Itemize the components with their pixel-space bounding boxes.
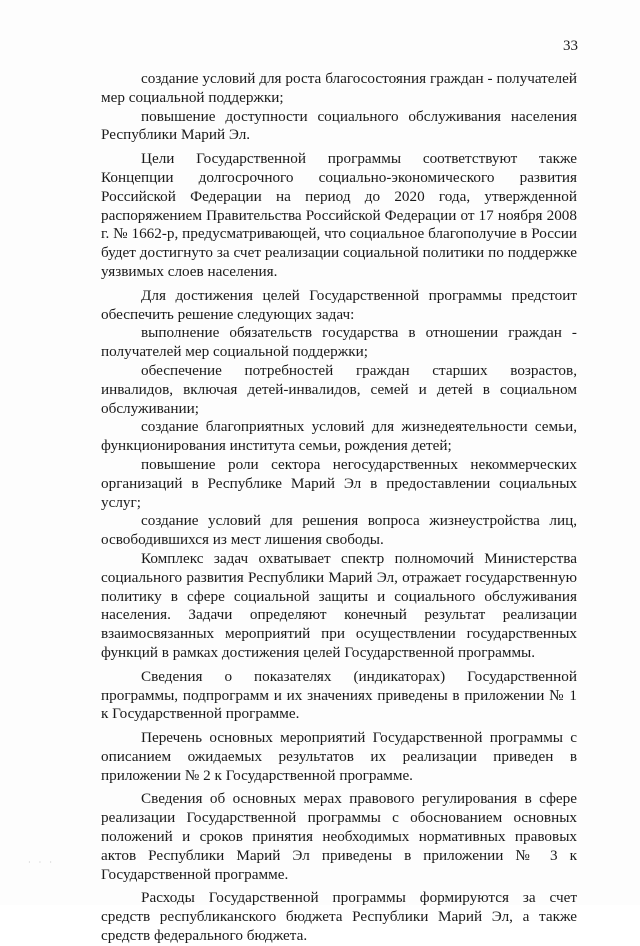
paragraph: Для достижения целей Государственной программы предстоит обеспечить решение следующих задач: xyxy=(101,286,577,323)
scan-artifact: · · · xyxy=(28,858,55,867)
paragraph: обеспечение потребностей граждан старших возрастов, инвалидов, включая детей-инвалидов, семей и детей в социальном обслуживании; xyxy=(101,361,577,417)
paragraph: повышение роли сектора негосударственных некоммерческих организаций в Республике Марий Эл в предоставлении социальных услуг; xyxy=(101,455,577,511)
paragraph: выполнение обязательств государства в отношении граждан - получателей мер социальной поддержки; xyxy=(101,324,577,361)
paragraph: создание условий для роста благосостояния граждан - получателей мер социальной поддержки; xyxy=(101,70,577,106)
paragraph: создание благоприятных условий для жизнедеятельности семьи, функционирования института семьи, рождения детей; xyxy=(101,418,577,455)
page-number: 33 xyxy=(563,38,578,54)
paragraph: Расходы Государственной программы формируются за счет средств республиканского бюджета Республики Марий Эл, а также средств федерального бюджета. xyxy=(101,889,577,945)
paragraph: Сведения об основных мерах правового регулирования в сфере реализации Государственной программы с обоснованием основных положений и сроков принятия необходимых нормативных правовых актов Республики Марий Эл приведены в приложении № 3 к Государственной программе. xyxy=(101,790,577,883)
paragraph: Сведения о показателях (индикаторах) Государственной программы, подпрограмм и их значениях приведены в приложении № 1 к Государственной программе. xyxy=(101,667,577,723)
paragraph: повышение доступности социального обслуживания населения Республики Марий Эл. xyxy=(101,107,577,144)
document-body xyxy=(101,70,577,946)
paragraph: Цели Государственной программы соответствуют также Концепции долгосрочного социально-экономического развития Российской Федерации на период до 2020 года, утвержденной распоряжением Правительства Российской Федерации от 17 ноября 2008 г. № 1662-р, предусматривающей, что социальное благополучие в России будет достигнуто за счет реализации социальной политики по поддержке уязвимых слоев населения. xyxy=(101,150,577,280)
paragraph: Комплекс задач охватывает спектр полномочий Министерства социального развития Республики Марий Эл, отражает государственную политику в сфере социальной защиты и социального обслуживания населения. Задачи определяют конечный результат реализации взаимосвязанных мероприятий при осуществлении государственных функций в рамках достижения целей Государственной программы. xyxy=(101,549,577,661)
paragraph: создание условий для решения вопроса жизнеустройства лиц, освободившихся из мест лишения свободы. xyxy=(101,512,577,549)
paragraph: Перечень основных мероприятий Государственной программы с описанием ожидаемых результатов их реализации приведен в приложении № 2 к Государственной программе. xyxy=(101,729,577,784)
